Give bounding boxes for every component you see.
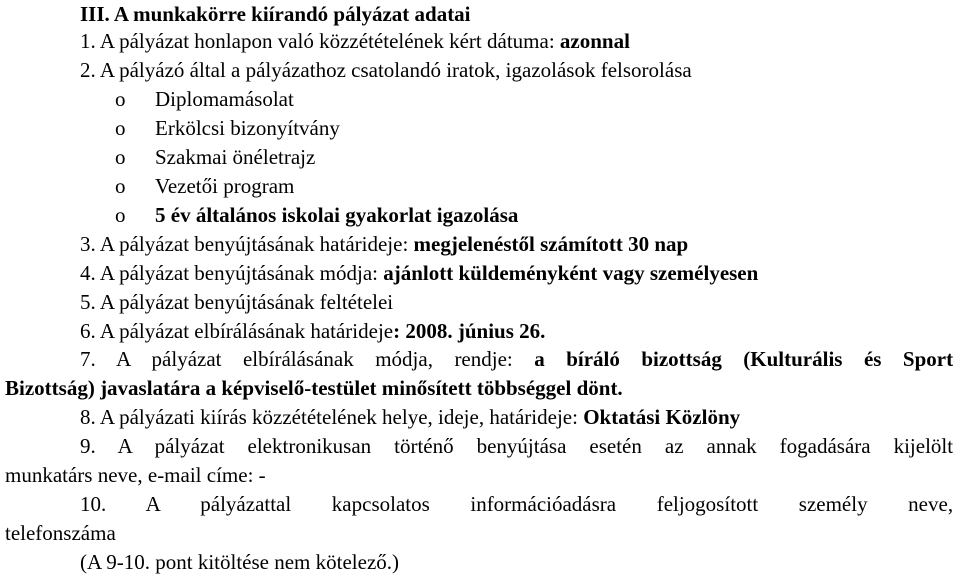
item-8-value: Oktatási Közlöny — [583, 405, 741, 429]
footnote — [80, 548, 399, 576]
item-7-word: A — [116, 347, 131, 371]
item-10-word: 10. — [80, 492, 107, 516]
item-2-label: 2. A pályázó által a pályázathoz csatolandó iratok, igazolások felsorolása — [80, 58, 692, 82]
item-5 — [80, 288, 393, 316]
item-9-word: fogadására — [779, 434, 871, 458]
item-7-line-1-text — [80, 345, 953, 373]
list-item-text: 5 év általános iskolai gyakorlat igazolása — [155, 203, 519, 227]
item-9-word: az — [664, 434, 684, 458]
item-7-bold-word: és — [863, 347, 882, 371]
item-9-word: történő — [394, 434, 454, 458]
item-10-word: kapcsolatos — [331, 492, 430, 516]
item-10-line-2 — [5, 519, 116, 547]
item-7-line-1 — [80, 345, 953, 373]
item-3-value: megjelenéstől számított 30 nap — [413, 232, 689, 256]
bullet-marker: o — [115, 203, 126, 227]
bullet-marker: o — [115, 116, 126, 140]
item-9-line-2 — [5, 461, 266, 489]
item-2 — [80, 56, 692, 84]
item-10-word: személy — [798, 492, 868, 516]
item-10-word: A — [145, 492, 160, 516]
item-10-line-1 — [80, 490, 953, 518]
list-item-text: Diplomamásolat — [155, 87, 294, 111]
item-5-label: 5. A pályázat benyújtásának feltételei — [80, 290, 394, 314]
item-10-word: pályázattal — [200, 492, 292, 516]
bullet-marker: o — [115, 87, 126, 111]
item-8-label: 8. A pályázati kiírás közzétételének helye, ideje, határideje: — [80, 405, 584, 429]
item-10-line-1-text — [80, 490, 953, 518]
item-9-word: annak — [706, 434, 757, 458]
item-3 — [80, 230, 688, 258]
footnote-text: (A 9-10. pont kitöltése nem kötelező.) — [80, 550, 400, 574]
item-7-line-2-text: Bizottság) javaslatára a képviselő-testület minősített többséggel dönt. — [5, 376, 623, 400]
item-10-word: feljogosított — [656, 492, 759, 516]
item-4-label: 4. A pályázat benyújtásának módja: — [80, 261, 384, 285]
item-9-line-1-text — [80, 432, 953, 460]
item-9-line-1 — [80, 432, 953, 460]
item-10-line-2-text: telefonszáma — [5, 521, 116, 545]
item-1-value: azonnal — [559, 29, 630, 53]
list-item-text: Szakmai önéletrajz — [155, 145, 316, 169]
bullet-marker: o — [115, 174, 126, 198]
item-7-bold-word: Sport — [902, 347, 954, 371]
item-3-label: 3. A pályázat benyújtásának határideje: — [80, 232, 414, 256]
item-7-word: elbírálásának — [242, 347, 354, 371]
item-9-word: A — [117, 434, 132, 458]
item-1 — [80, 27, 630, 55]
section-title — [80, 0, 471, 28]
item-7-word: pályázat — [151, 347, 222, 371]
list-item — [0, 143, 960, 171]
item-7-bold-word: (Kulturális — [743, 347, 843, 371]
list-item-text: Erkölcsi bizonyítvány — [155, 116, 340, 140]
item-10-word: neve, — [908, 492, 954, 516]
list-item — [0, 172, 960, 200]
list-item-text: Vezetői program — [155, 174, 295, 198]
item-1-label: 1. A pályázat honlapon való közzétételének kért dátuma: — [80, 29, 560, 53]
item-9-line-2-text: munkatárs neve, e-mail címe: - — [5, 463, 266, 487]
list-item — [0, 85, 960, 113]
item-9-word: benyújtása — [476, 434, 567, 458]
item-7-word: módja, — [375, 347, 433, 371]
item-9-word: pályázat — [154, 434, 225, 458]
list-item — [0, 114, 960, 142]
item-6 — [80, 317, 545, 345]
item-7-word: rendje: — [454, 347, 513, 371]
list-item — [0, 201, 960, 229]
item-7-bold-word: bíráló — [566, 347, 620, 371]
bullet-marker: o — [115, 145, 126, 169]
item-4 — [80, 259, 758, 287]
item-6-value: : 2008. június 26. — [393, 319, 546, 343]
item-9-word: kijelölt — [893, 434, 954, 458]
item-7-number: 7. — [80, 347, 96, 371]
item-8 — [80, 403, 740, 431]
item-6-label: 6. A pályázat elbírálásának határideje — [80, 319, 394, 343]
item-9-word: esetén — [589, 434, 642, 458]
item-7-bold-word: bizottság — [641, 347, 722, 371]
item-10-word: információadásra — [470, 492, 617, 516]
item-9-word: elektronikusan — [247, 434, 372, 458]
item-7-line-2 — [5, 374, 623, 402]
section-title-text: III. A munkakörre kiírandó pályázat adatai — [80, 2, 471, 26]
item-4-value: ajánlott küldeményként vagy személyesen — [383, 261, 759, 285]
item-7-bold-word: a — [534, 347, 545, 371]
item-9-word: 9. — [80, 434, 96, 458]
